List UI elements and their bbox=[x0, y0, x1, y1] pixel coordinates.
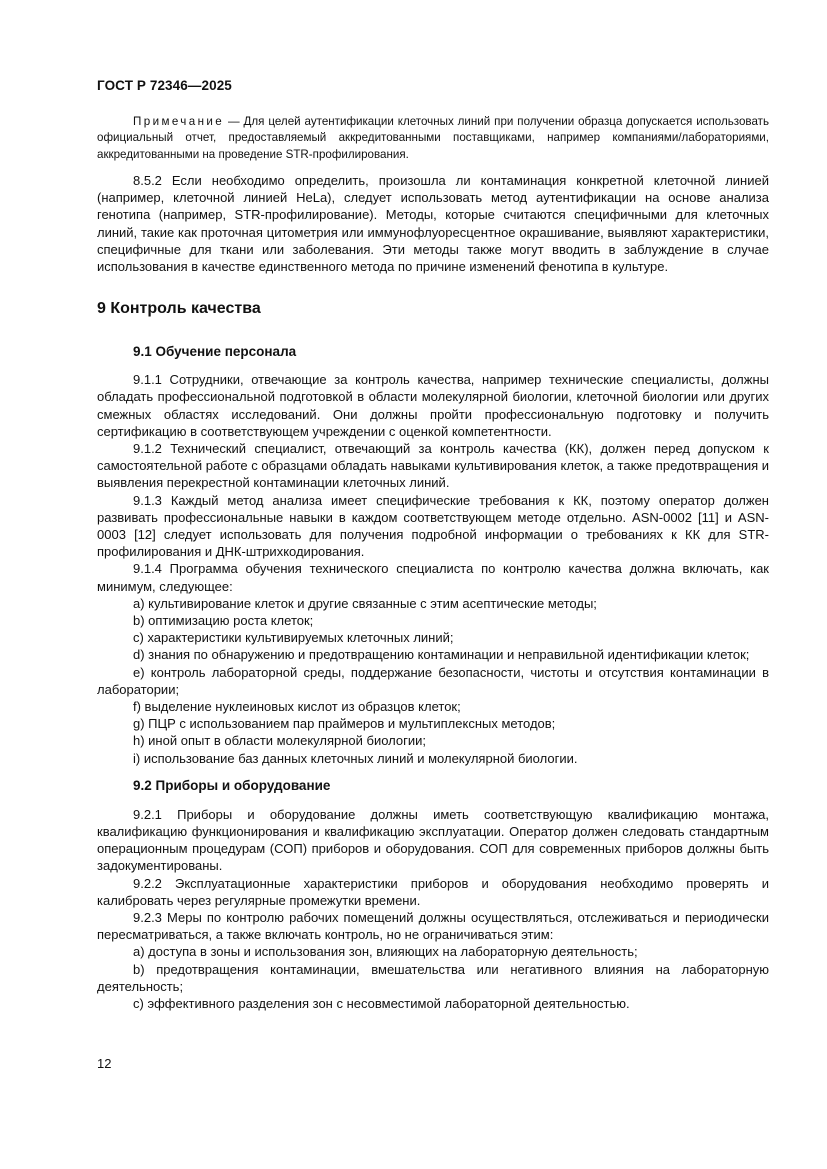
facility-control-list bbox=[97, 943, 769, 1012]
list-item: a) доступа в зоны и использования зон, влияющих на лабораторную деятельность; bbox=[133, 944, 638, 960]
list-item: e) контроль лабораторной среды, поддержание безопасности, чистоты и отсутствия контаминации в лаборатории; bbox=[97, 664, 769, 697]
training-list bbox=[97, 595, 769, 767]
document-body bbox=[97, 114, 769, 1012]
section-9-heading: 9 Контроль качества bbox=[97, 300, 261, 318]
list-item: c) характеристики культивируемых клеточных линий; bbox=[133, 630, 454, 646]
section-9-1-heading: 9.1 Обучение персонала bbox=[133, 344, 297, 360]
list-item: b) оптимизацию роста клеток; bbox=[133, 612, 314, 628]
paragraph-8-5-2: 8.5.2 Если необходимо определить, произошла ли контаминация конкретной клеточной линией (например, клеточной линией HeLa), следует использовать метод аутентификации на основе анализа генотипа (например, STR-профилирование). Методы, которые считаются специфичными для клеточных линий, такие как проточная цитометрия или иммунофлуоресцентное окрашивание, выявляют характеристики, специфичные для ткани или заболевания. Эти методы также могут вводить в заблуждение в случае использования в качестве единственного метода по причине изменений фенотипа в культуре. bbox=[97, 172, 769, 274]
list-item: b) предотвращения контаминации, вмешательства или негативного влияния на лабораторную деятельность; bbox=[97, 961, 769, 994]
note-text: — Для целей аутентификации клеточных линий при получении образца допускается использовать официальный отчет, предоставляемый аккредитованными поставщиками, например компаниями/лабораториями, аккредитованными на проведение STR-профилирования. bbox=[97, 115, 769, 161]
note-label: Примечание bbox=[133, 115, 225, 128]
note-paragraph bbox=[97, 114, 769, 163]
paragraph-9-2-2: 9.2.2 Эксплуатационные характеристики приборов и оборудования необходимо проверять и калибровать через регулярные промежутки времени. bbox=[97, 875, 769, 908]
list-item: i) использование баз данных клеточных линий и молекулярной биологии. bbox=[133, 750, 578, 766]
paragraph-9-2-1: 9.2.1 Приборы и оборудование должны иметь соответствующую квалификацию монтажа, квалификацию функционирования и квалификацию эксплуатации. Оператор должен следовать стандартным операционным процедурам (СОП) приборов и оборудования. СОП для современных приборов должны быть задокументированы. bbox=[97, 806, 769, 874]
section-9-2-heading: 9.2 Приборы и оборудование bbox=[133, 777, 331, 793]
paragraph-9-2-3: 9.2.3 Меры по контролю рабочих помещений должны осуществляться, отслеживаться и периодически пересматриваться, а также включать контроль, но не ограничиваться этим: bbox=[97, 910, 769, 943]
list-item: f) выделение нуклеиновых кислот из образцов клеток; bbox=[133, 698, 461, 714]
paragraph-9-1-2: 9.1.2 Технический специалист, отвечающий за контроль качества (КК), должен перед допуском к самостоятельной работе с образцами обладать навыками культивирования клеток, а также предотвращения и выявления перекрестной контаминации клеточных линий. bbox=[97, 440, 770, 491]
list-item: h) иной опыт в области молекулярной биологии; bbox=[133, 733, 427, 749]
list-item: d) знания по обнаружению и предотвращению контаминации и неправильной идентификации клеток; bbox=[133, 647, 750, 663]
list-item: g) ПЦР с использованием пар праймеров и мультиплексных методов; bbox=[133, 716, 556, 732]
paragraph-9-1-1: 9.1.1 Сотрудники, отвечающие за контроль качества, например технические специалисты, должны обладать профессиональной подготовкой в области молекулярной биологии, клеточной биологии или других смежных областях исследований. Они должны пройти профессиональную подготовку и получить сертификацию в соответствующем учреждении с оценкой компетентности. bbox=[97, 372, 769, 439]
list-item: a) культивирование клеток и другие связанные с этим асептические методы; bbox=[133, 595, 597, 611]
paragraph-9-1-4: 9.1.4 Программа обучения технического специалиста по контролю качества должна включать, как минимум, следующее: bbox=[97, 561, 769, 594]
list-item: c) эффективного разделения зон с несовместимой лабораторной деятельностью. bbox=[133, 996, 630, 1012]
paragraph-9-1-3: 9.1.3 Каждый метод анализа имеет специфические требования к КК, поэтому оператор должен развивать профессиональные навыки в каждом соответствующем методе отдельно. ASN-0002 [11] и ASN-0003 [12] следует использовать для получения подробной информации о требованиях к КК для STR-профилирования и ДНК-штрихкодирования. bbox=[97, 492, 769, 560]
page-number: 12 bbox=[97, 1056, 112, 1071]
document-header: ГОСТ Р 72346—2025 bbox=[97, 78, 232, 93]
